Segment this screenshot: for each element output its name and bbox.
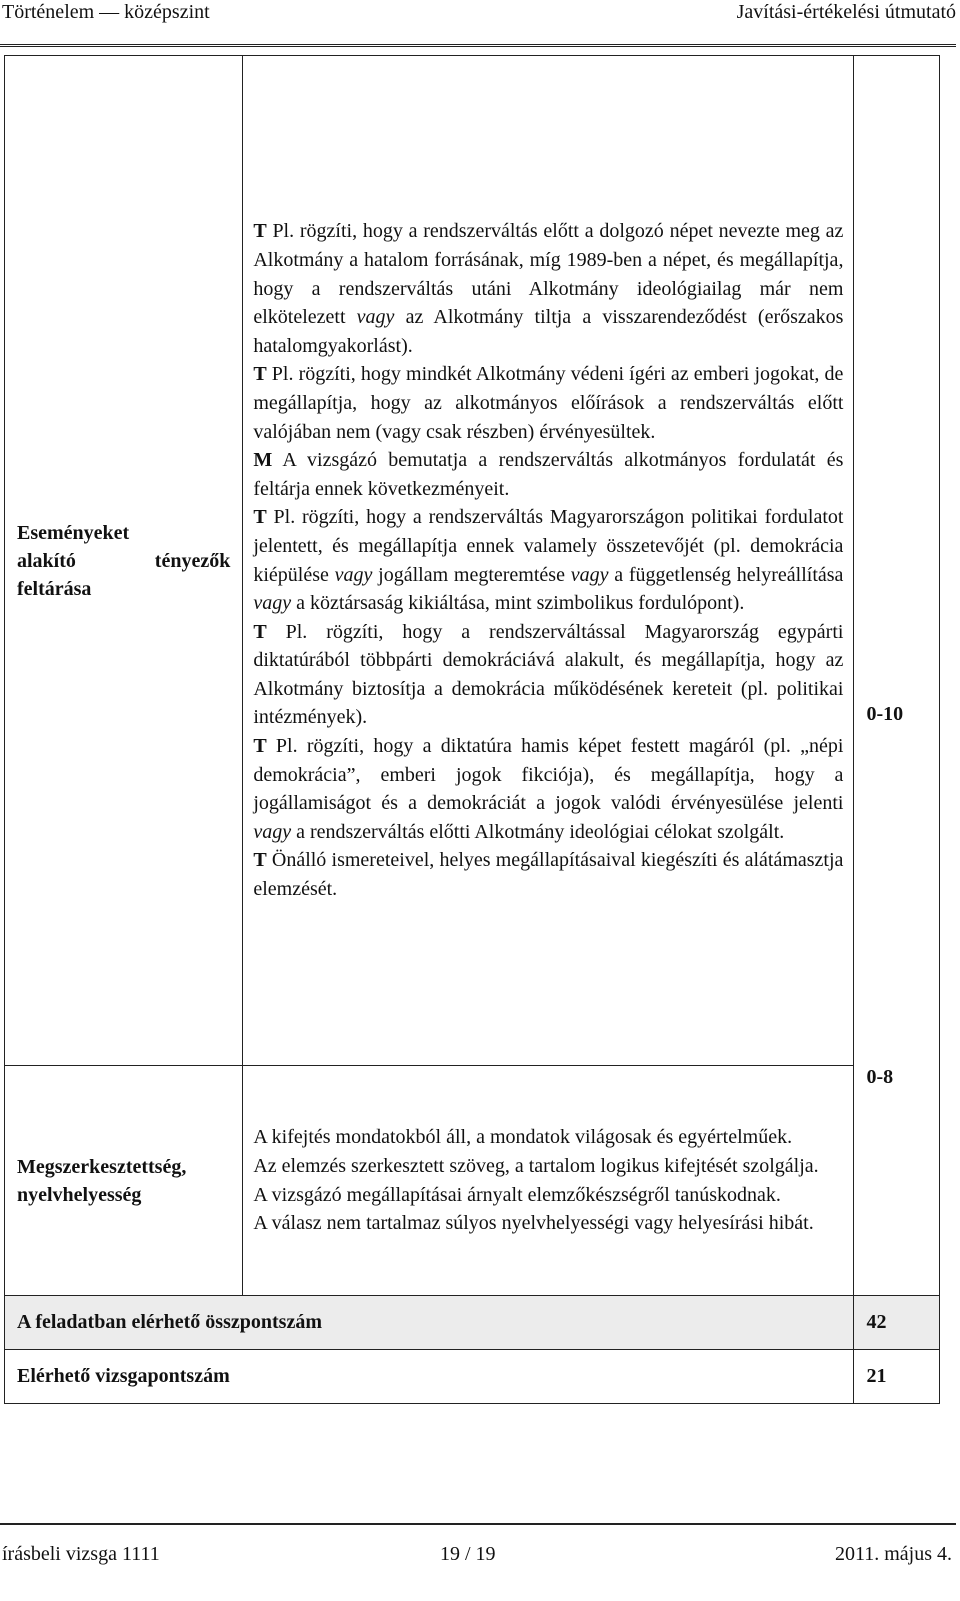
criterion-row-style	[5, 1066, 940, 1296]
description-paragraph: A válasz nem tartalmaz súlyos nyelvhelyességi vagy helyesírási hibát.	[253, 1212, 814, 1235]
total-row-task	[5, 1296, 940, 1350]
description-paragraph: M A vizsgázó bemutatja a rendszerváltás alkotmányos fordulatát és feltárja ennek következményeit.	[253, 449, 844, 500]
page-header	[0, 0, 960, 40]
score-range-style: 0-8	[866, 1065, 894, 1088]
total-task-label: A feladatban elérhető összpontszám	[5, 1296, 854, 1350]
criterion-style: Megszerkesztettség, nyelvhelyesség	[5, 1066, 243, 1296]
total-exam-label: Elérhető vizsgapontszám	[5, 1350, 854, 1404]
description-paragraph: T Pl. rögzíti, hogy a rendszerváltás Magyarországon politikai fordulatot jelentett, és megállapítja ennek valamely összetevőjét (pl. demokrácia kiépülése vagy jogállam megteremtése vagy a függetlenség helyreállítása vagy a köztársaság kikiáltása, mint szimbolikus fordulópont).	[253, 506, 844, 615]
description-paragraph: A kifejtés mondatokból áll, a mondatok világosak és egyértelműek.	[253, 1126, 793, 1149]
description-paragraph: T Önálló ismereteivel, helyes megállapításaival kiegészíti és alátámasztja elemzését.	[253, 849, 844, 901]
description-paragraph: A vizsgázó megállapításai árnyalt elemzőkészségről tanúskodnak.	[253, 1183, 781, 1206]
header-subject: Történelem — középszint	[2, 1, 210, 23]
header-doc-type: Javítási-értékelési útmutató	[736, 1, 956, 23]
header-divider	[0, 44, 956, 47]
description-paragraph: T Pl. rögzíti, hogy a diktatúra hamis képet festett magáról (pl. „népi demokrácia”, emberi jogok fikciója), és megállapítja, hogy a jogállamiságot és a demokráciát a jogok valódi érvényesülése jelenti vagy a rendszerváltás előtti Alkotmány ideológiai célokat szolgált.	[253, 735, 844, 843]
total-row-exam	[5, 1350, 940, 1404]
total-task-value: 42	[854, 1296, 940, 1350]
criterion-events-line3: feltárása	[17, 577, 92, 600]
footer-exam-code: írásbeli vizsga 1111	[2, 1543, 160, 1565]
score-range-events: 0-10 0-8	[854, 56, 940, 1296]
criterion-events-line2: alakító tényezők	[17, 549, 231, 572]
description-paragraph: T Pl. rögzíti, hogy mindkét Alkotmány védeni ígéri az emberi jogokat, de megállapítja, hogy az alkotmányos előírások a rendszerváltás előtt valójában nem (vagy csak részben) érvényesültek.	[253, 363, 844, 443]
criterion-events	[5, 56, 243, 1066]
footer-divider	[0, 1523, 956, 1525]
scoring-table	[4, 55, 940, 1404]
description-paragraph: T Pl. rögzíti, hogy a rendszerváltással Magyarország egypárti diktatúrából többpárti demokráciává alakult, és megállapítja, hogy az Alkotmány biztosítja a demokrácia működésének kereteit (pl. politikai intézmények).	[253, 620, 844, 729]
criterion-events-line1: Eseményeket	[17, 521, 130, 544]
footer-page-number: 19 / 19	[440, 1543, 496, 1565]
criterion-events-description	[243, 56, 854, 1066]
total-exam-value: 21	[854, 1350, 940, 1404]
footer-date: 2011. május 4.	[834, 1543, 952, 1565]
criterion-style-description	[243, 1066, 854, 1296]
description-paragraph: Az elemzés szerkesztett szöveg, a tartalom logikus kifejtését szolgálja.	[253, 1154, 819, 1177]
description-paragraph: T Pl. rögzíti, hogy a rendszerváltás előtt a dolgozó népet nevezte meg az Alkotmány a hatalom forrásának, míg 1989-ben a népet, és megállapítja, hogy a rendszerváltás utáni Alkotmány ideológiailag már nem elkötelezett vagy az Alkotmány tiltja a visszarendeződést (erőszakos hatalomgyakorlást).	[253, 220, 844, 357]
criterion-row-events	[5, 56, 940, 1066]
